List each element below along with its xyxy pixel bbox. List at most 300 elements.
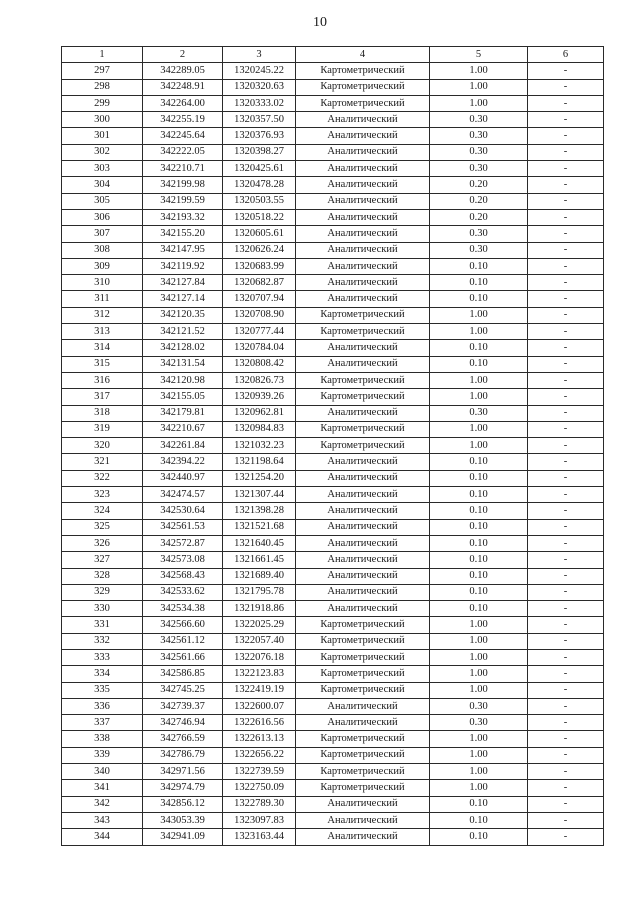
x-coordinate-cell: 342941.09 bbox=[143, 829, 223, 845]
x-coordinate-cell: 342573.08 bbox=[143, 552, 223, 568]
x-coordinate-cell: 342264.00 bbox=[143, 95, 223, 111]
y-coordinate-cell: 1320376.93 bbox=[223, 128, 296, 144]
method-cell: Аналитический bbox=[296, 535, 430, 551]
note-cell: - bbox=[528, 209, 604, 225]
y-coordinate-cell: 1322419.19 bbox=[223, 682, 296, 698]
note-cell: - bbox=[528, 649, 604, 665]
point-number-cell: 326 bbox=[62, 535, 143, 551]
accuracy-cell: 0.20 bbox=[430, 193, 528, 209]
method-cell: Картометрический bbox=[296, 438, 430, 454]
method-cell: Картометрический bbox=[296, 666, 430, 682]
point-number-cell: 309 bbox=[62, 258, 143, 274]
x-coordinate-cell: 342127.14 bbox=[143, 291, 223, 307]
point-number-cell: 310 bbox=[62, 275, 143, 291]
x-coordinate-cell: 342974.79 bbox=[143, 780, 223, 796]
table-row bbox=[62, 112, 604, 128]
note-cell: - bbox=[528, 503, 604, 519]
method-cell: Картометрический bbox=[296, 307, 430, 323]
table-row bbox=[62, 356, 604, 372]
accuracy-cell: 0.10 bbox=[430, 584, 528, 600]
x-coordinate-cell: 342261.84 bbox=[143, 438, 223, 454]
y-coordinate-cell: 1320683.99 bbox=[223, 258, 296, 274]
method-cell: Картометрический bbox=[296, 421, 430, 437]
point-number-cell: 332 bbox=[62, 633, 143, 649]
method-cell: Аналитический bbox=[296, 715, 430, 731]
note-cell: - bbox=[528, 535, 604, 551]
point-number-cell: 323 bbox=[62, 487, 143, 503]
point-number-cell: 330 bbox=[62, 601, 143, 617]
accuracy-cell: 0.10 bbox=[430, 487, 528, 503]
table-row bbox=[62, 666, 604, 682]
note-cell: - bbox=[528, 340, 604, 356]
note-cell: - bbox=[528, 438, 604, 454]
method-cell: Аналитический bbox=[296, 258, 430, 274]
accuracy-cell: 1.00 bbox=[430, 95, 528, 111]
method-cell: Аналитический bbox=[296, 519, 430, 535]
x-coordinate-cell: 342786.79 bbox=[143, 747, 223, 763]
note-cell: - bbox=[528, 193, 604, 209]
y-coordinate-cell: 1323163.44 bbox=[223, 829, 296, 845]
accuracy-cell: 0.10 bbox=[430, 275, 528, 291]
method-cell: Картометрический bbox=[296, 780, 430, 796]
note-cell: - bbox=[528, 470, 604, 486]
table-row bbox=[62, 470, 604, 486]
y-coordinate-cell: 1322057.40 bbox=[223, 633, 296, 649]
table-row bbox=[62, 796, 604, 812]
accuracy-cell: 1.00 bbox=[430, 617, 528, 633]
accuracy-cell: 1.00 bbox=[430, 649, 528, 665]
note-cell: - bbox=[528, 144, 604, 160]
table-row bbox=[62, 258, 604, 274]
x-coordinate-cell: 342530.64 bbox=[143, 503, 223, 519]
accuracy-cell: 1.00 bbox=[430, 780, 528, 796]
point-number-cell: 314 bbox=[62, 340, 143, 356]
method-cell: Картометрический bbox=[296, 764, 430, 780]
point-number-cell: 303 bbox=[62, 161, 143, 177]
table-row bbox=[62, 340, 604, 356]
method-cell: Аналитический bbox=[296, 503, 430, 519]
x-coordinate-cell: 342155.20 bbox=[143, 226, 223, 242]
method-cell: Аналитический bbox=[296, 796, 430, 812]
note-cell: - bbox=[528, 731, 604, 747]
y-coordinate-cell: 1322750.09 bbox=[223, 780, 296, 796]
table-row bbox=[62, 275, 604, 291]
x-coordinate-cell: 342199.59 bbox=[143, 193, 223, 209]
x-coordinate-cell: 342121.52 bbox=[143, 324, 223, 340]
point-number-cell: 339 bbox=[62, 747, 143, 763]
method-cell: Аналитический bbox=[296, 405, 430, 421]
point-number-cell: 297 bbox=[62, 63, 143, 79]
method-cell: Картометрический bbox=[296, 324, 430, 340]
method-cell: Аналитический bbox=[296, 454, 430, 470]
table-row bbox=[62, 161, 604, 177]
method-cell: Аналитический bbox=[296, 552, 430, 568]
method-cell: Аналитический bbox=[296, 226, 430, 242]
note-cell: - bbox=[528, 568, 604, 584]
column-header: 4 bbox=[296, 47, 430, 63]
y-coordinate-cell: 1320626.24 bbox=[223, 242, 296, 258]
accuracy-cell: 0.10 bbox=[430, 503, 528, 519]
table-row bbox=[62, 633, 604, 649]
point-number-cell: 304 bbox=[62, 177, 143, 193]
y-coordinate-cell: 1320478.28 bbox=[223, 177, 296, 193]
x-coordinate-cell: 342120.35 bbox=[143, 307, 223, 323]
note-cell: - bbox=[528, 715, 604, 731]
point-number-cell: 324 bbox=[62, 503, 143, 519]
table-header-row bbox=[62, 47, 604, 63]
point-number-cell: 341 bbox=[62, 780, 143, 796]
accuracy-cell: 0.10 bbox=[430, 454, 528, 470]
table-row bbox=[62, 503, 604, 519]
table-row bbox=[62, 209, 604, 225]
table-row bbox=[62, 242, 604, 258]
accuracy-cell: 0.10 bbox=[430, 552, 528, 568]
method-cell: Аналитический bbox=[296, 144, 430, 160]
table-row bbox=[62, 307, 604, 323]
point-number-cell: 344 bbox=[62, 829, 143, 845]
column-header: 3 bbox=[223, 47, 296, 63]
table-row bbox=[62, 601, 604, 617]
method-cell: Картометрический bbox=[296, 79, 430, 95]
accuracy-cell: 0.30 bbox=[430, 144, 528, 160]
note-cell: - bbox=[528, 829, 604, 845]
accuracy-cell: 0.10 bbox=[430, 356, 528, 372]
accuracy-cell: 1.00 bbox=[430, 324, 528, 340]
note-cell: - bbox=[528, 584, 604, 600]
y-coordinate-cell: 1322656.22 bbox=[223, 747, 296, 763]
point-number-cell: 299 bbox=[62, 95, 143, 111]
point-number-cell: 333 bbox=[62, 649, 143, 665]
table-row bbox=[62, 649, 604, 665]
accuracy-cell: 0.10 bbox=[430, 340, 528, 356]
note-cell: - bbox=[528, 487, 604, 503]
y-coordinate-cell: 1320826.73 bbox=[223, 372, 296, 388]
point-number-cell: 342 bbox=[62, 796, 143, 812]
x-coordinate-cell: 342572.87 bbox=[143, 535, 223, 551]
accuracy-cell: 0.30 bbox=[430, 128, 528, 144]
y-coordinate-cell: 1320425.61 bbox=[223, 161, 296, 177]
point-number-cell: 329 bbox=[62, 584, 143, 600]
accuracy-cell: 0.30 bbox=[430, 242, 528, 258]
accuracy-cell: 1.00 bbox=[430, 372, 528, 388]
table-row bbox=[62, 454, 604, 470]
note-cell: - bbox=[528, 112, 604, 128]
method-cell: Аналитический bbox=[296, 356, 430, 372]
table-row bbox=[62, 372, 604, 388]
x-coordinate-cell: 342561.12 bbox=[143, 633, 223, 649]
accuracy-cell: 0.10 bbox=[430, 291, 528, 307]
note-cell: - bbox=[528, 421, 604, 437]
point-number-cell: 312 bbox=[62, 307, 143, 323]
x-coordinate-cell: 343053.39 bbox=[143, 812, 223, 828]
note-cell: - bbox=[528, 780, 604, 796]
column-header: 1 bbox=[62, 47, 143, 63]
note-cell: - bbox=[528, 698, 604, 714]
accuracy-cell: 1.00 bbox=[430, 79, 528, 95]
accuracy-cell: 1.00 bbox=[430, 666, 528, 682]
note-cell: - bbox=[528, 405, 604, 421]
method-cell: Аналитический bbox=[296, 829, 430, 845]
note-cell: - bbox=[528, 633, 604, 649]
y-coordinate-cell: 1321198.64 bbox=[223, 454, 296, 470]
column-header: 5 bbox=[430, 47, 528, 63]
method-cell: Аналитический bbox=[296, 161, 430, 177]
point-number-cell: 307 bbox=[62, 226, 143, 242]
y-coordinate-cell: 1320518.22 bbox=[223, 209, 296, 225]
table-row bbox=[62, 780, 604, 796]
note-cell: - bbox=[528, 356, 604, 372]
table-row bbox=[62, 764, 604, 780]
note-cell: - bbox=[528, 747, 604, 763]
table-row bbox=[62, 291, 604, 307]
table-row bbox=[62, 144, 604, 160]
method-cell: Картометрический bbox=[296, 372, 430, 388]
point-number-cell: 340 bbox=[62, 764, 143, 780]
method-cell: Картометрический bbox=[296, 617, 430, 633]
y-coordinate-cell: 1320808.42 bbox=[223, 356, 296, 372]
y-coordinate-cell: 1320708.90 bbox=[223, 307, 296, 323]
method-cell: Картометрический bbox=[296, 731, 430, 747]
page-number: 10 bbox=[313, 15, 327, 30]
table-row bbox=[62, 682, 604, 698]
table-row bbox=[62, 731, 604, 747]
note-cell: - bbox=[528, 372, 604, 388]
method-cell: Аналитический bbox=[296, 177, 430, 193]
table-row bbox=[62, 389, 604, 405]
column-header: 6 bbox=[528, 47, 604, 63]
method-cell: Аналитический bbox=[296, 128, 430, 144]
accuracy-cell: 1.00 bbox=[430, 731, 528, 747]
point-number-cell: 334 bbox=[62, 666, 143, 682]
accuracy-cell: 0.30 bbox=[430, 226, 528, 242]
x-coordinate-cell: 342561.66 bbox=[143, 649, 223, 665]
point-number-cell: 322 bbox=[62, 470, 143, 486]
x-coordinate-cell: 342222.05 bbox=[143, 144, 223, 160]
point-number-cell: 337 bbox=[62, 715, 143, 731]
method-cell: Картометрический bbox=[296, 95, 430, 111]
table-row bbox=[62, 405, 604, 421]
y-coordinate-cell: 1322613.13 bbox=[223, 731, 296, 747]
y-coordinate-cell: 1320320.63 bbox=[223, 79, 296, 95]
table-row bbox=[62, 79, 604, 95]
accuracy-cell: 0.20 bbox=[430, 209, 528, 225]
x-coordinate-cell: 342128.02 bbox=[143, 340, 223, 356]
method-cell: Картометрический bbox=[296, 682, 430, 698]
x-coordinate-cell: 342155.05 bbox=[143, 389, 223, 405]
point-number-cell: 317 bbox=[62, 389, 143, 405]
y-coordinate-cell: 1320707.94 bbox=[223, 291, 296, 307]
y-coordinate-cell: 1321661.45 bbox=[223, 552, 296, 568]
table-row bbox=[62, 584, 604, 600]
point-number-cell: 318 bbox=[62, 405, 143, 421]
y-coordinate-cell: 1320357.50 bbox=[223, 112, 296, 128]
method-cell: Картометрический bbox=[296, 633, 430, 649]
method-cell: Аналитический bbox=[296, 209, 430, 225]
x-coordinate-cell: 342568.43 bbox=[143, 568, 223, 584]
point-number-cell: 308 bbox=[62, 242, 143, 258]
y-coordinate-cell: 1322076.18 bbox=[223, 649, 296, 665]
y-coordinate-cell: 1321795.78 bbox=[223, 584, 296, 600]
x-coordinate-cell: 342131.54 bbox=[143, 356, 223, 372]
y-coordinate-cell: 1320245.22 bbox=[223, 63, 296, 79]
method-cell: Аналитический bbox=[296, 584, 430, 600]
x-coordinate-cell: 342289.05 bbox=[143, 63, 223, 79]
accuracy-cell: 0.10 bbox=[430, 796, 528, 812]
y-coordinate-cell: 1320984.83 bbox=[223, 421, 296, 437]
table-row bbox=[62, 715, 604, 731]
method-cell: Картометрический bbox=[296, 389, 430, 405]
method-cell: Картометрический bbox=[296, 747, 430, 763]
note-cell: - bbox=[528, 128, 604, 144]
table-row bbox=[62, 438, 604, 454]
table-body bbox=[62, 63, 604, 845]
method-cell: Аналитический bbox=[296, 487, 430, 503]
note-cell: - bbox=[528, 796, 604, 812]
point-number-cell: 313 bbox=[62, 324, 143, 340]
accuracy-cell: 0.10 bbox=[430, 470, 528, 486]
accuracy-cell: 1.00 bbox=[430, 307, 528, 323]
note-cell: - bbox=[528, 291, 604, 307]
method-cell: Аналитический bbox=[296, 470, 430, 486]
point-number-cell: 327 bbox=[62, 552, 143, 568]
point-number-cell: 316 bbox=[62, 372, 143, 388]
note-cell: - bbox=[528, 63, 604, 79]
accuracy-cell: 0.10 bbox=[430, 519, 528, 535]
point-number-cell: 315 bbox=[62, 356, 143, 372]
table-row bbox=[62, 829, 604, 845]
y-coordinate-cell: 1322789.30 bbox=[223, 796, 296, 812]
x-coordinate-cell: 342440.97 bbox=[143, 470, 223, 486]
point-number-cell: 335 bbox=[62, 682, 143, 698]
table-row bbox=[62, 421, 604, 437]
method-cell: Аналитический bbox=[296, 340, 430, 356]
accuracy-cell: 0.30 bbox=[430, 405, 528, 421]
accuracy-cell: 0.20 bbox=[430, 177, 528, 193]
accuracy-cell: 1.00 bbox=[430, 421, 528, 437]
x-coordinate-cell: 342534.38 bbox=[143, 601, 223, 617]
x-coordinate-cell: 342248.91 bbox=[143, 79, 223, 95]
note-cell: - bbox=[528, 79, 604, 95]
x-coordinate-cell: 342210.67 bbox=[143, 421, 223, 437]
accuracy-cell: 1.00 bbox=[430, 764, 528, 780]
table-row bbox=[62, 812, 604, 828]
accuracy-cell: 1.00 bbox=[430, 438, 528, 454]
accuracy-cell: 0.30 bbox=[430, 112, 528, 128]
point-number-cell: 301 bbox=[62, 128, 143, 144]
point-number-cell: 331 bbox=[62, 617, 143, 633]
method-cell: Аналитический bbox=[296, 275, 430, 291]
table-row bbox=[62, 95, 604, 111]
y-coordinate-cell: 1321918.86 bbox=[223, 601, 296, 617]
note-cell: - bbox=[528, 617, 604, 633]
accuracy-cell: 0.30 bbox=[430, 161, 528, 177]
note-cell: - bbox=[528, 226, 604, 242]
note-cell: - bbox=[528, 95, 604, 111]
method-cell: Аналитический bbox=[296, 193, 430, 209]
point-number-cell: 305 bbox=[62, 193, 143, 209]
point-number-cell: 338 bbox=[62, 731, 143, 747]
point-number-cell: 319 bbox=[62, 421, 143, 437]
accuracy-cell: 1.00 bbox=[430, 389, 528, 405]
note-cell: - bbox=[528, 601, 604, 617]
x-coordinate-cell: 342179.81 bbox=[143, 405, 223, 421]
note-cell: - bbox=[528, 519, 604, 535]
point-number-cell: 336 bbox=[62, 698, 143, 714]
method-cell: Аналитический bbox=[296, 812, 430, 828]
method-cell: Аналитический bbox=[296, 291, 430, 307]
note-cell: - bbox=[528, 666, 604, 682]
x-coordinate-cell: 342147.95 bbox=[143, 242, 223, 258]
x-coordinate-cell: 342193.32 bbox=[143, 209, 223, 225]
note-cell: - bbox=[528, 258, 604, 274]
note-cell: - bbox=[528, 454, 604, 470]
method-cell: Аналитический bbox=[296, 112, 430, 128]
x-coordinate-cell: 342127.84 bbox=[143, 275, 223, 291]
note-cell: - bbox=[528, 764, 604, 780]
y-coordinate-cell: 1321689.40 bbox=[223, 568, 296, 584]
method-cell: Картометрический bbox=[296, 63, 430, 79]
accuracy-cell: 1.00 bbox=[430, 682, 528, 698]
y-coordinate-cell: 1322739.59 bbox=[223, 764, 296, 780]
method-cell: Аналитический bbox=[296, 242, 430, 258]
method-cell: Аналитический bbox=[296, 568, 430, 584]
y-coordinate-cell: 1320777.44 bbox=[223, 324, 296, 340]
y-coordinate-cell: 1321032.23 bbox=[223, 438, 296, 454]
table-row bbox=[62, 568, 604, 584]
table-row bbox=[62, 747, 604, 763]
method-cell: Аналитический bbox=[296, 601, 430, 617]
y-coordinate-cell: 1322600.07 bbox=[223, 698, 296, 714]
y-coordinate-cell: 1321640.45 bbox=[223, 535, 296, 551]
x-coordinate-cell: 342474.57 bbox=[143, 487, 223, 503]
method-cell: Картометрический bbox=[296, 649, 430, 665]
y-coordinate-cell: 1322025.29 bbox=[223, 617, 296, 633]
accuracy-cell: 0.10 bbox=[430, 568, 528, 584]
x-coordinate-cell: 342199.98 bbox=[143, 177, 223, 193]
y-coordinate-cell: 1320939.26 bbox=[223, 389, 296, 405]
note-cell: - bbox=[528, 324, 604, 340]
note-cell: - bbox=[528, 552, 604, 568]
table-row bbox=[62, 552, 604, 568]
point-number-cell: 298 bbox=[62, 79, 143, 95]
table-row bbox=[62, 193, 604, 209]
point-number-cell: 328 bbox=[62, 568, 143, 584]
x-coordinate-cell: 342561.53 bbox=[143, 519, 223, 535]
note-cell: - bbox=[528, 307, 604, 323]
y-coordinate-cell: 1321521.68 bbox=[223, 519, 296, 535]
accuracy-cell: 0.10 bbox=[430, 258, 528, 274]
y-coordinate-cell: 1322123.83 bbox=[223, 666, 296, 682]
point-number-cell: 325 bbox=[62, 519, 143, 535]
note-cell: - bbox=[528, 242, 604, 258]
accuracy-cell: 0.30 bbox=[430, 698, 528, 714]
table-row bbox=[62, 324, 604, 340]
x-coordinate-cell: 342533.62 bbox=[143, 584, 223, 600]
y-coordinate-cell: 1321254.20 bbox=[223, 470, 296, 486]
y-coordinate-cell: 1321398.28 bbox=[223, 503, 296, 519]
y-coordinate-cell: 1321307.44 bbox=[223, 487, 296, 503]
accuracy-cell: 0.10 bbox=[430, 829, 528, 845]
table-row bbox=[62, 177, 604, 193]
accuracy-cell: 0.10 bbox=[430, 535, 528, 551]
x-coordinate-cell: 342766.59 bbox=[143, 731, 223, 747]
accuracy-cell: 0.10 bbox=[430, 812, 528, 828]
y-coordinate-cell: 1320682.87 bbox=[223, 275, 296, 291]
x-coordinate-cell: 342120.98 bbox=[143, 372, 223, 388]
table-row bbox=[62, 487, 604, 503]
point-number-cell: 302 bbox=[62, 144, 143, 160]
table-row bbox=[62, 698, 604, 714]
